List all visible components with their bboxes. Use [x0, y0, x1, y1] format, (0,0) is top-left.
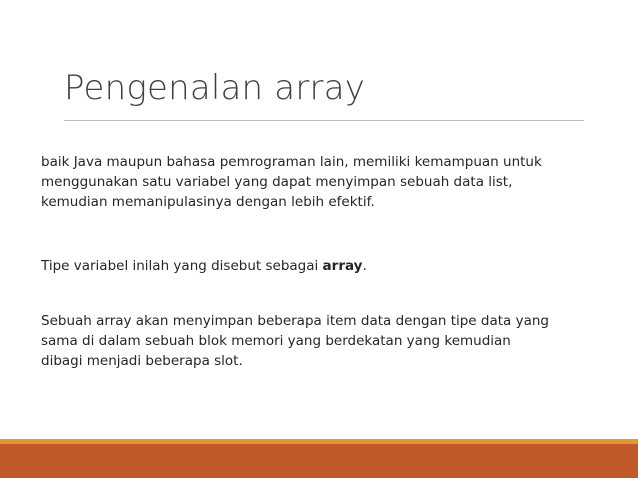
paragraph-intro: baik Java maupun bahasa pemrograman lain, memiliki kemampuan untuk menggunakan satu variabel yang dapat menyimpan sebuah data list, kemudian memanipulasinya dengan lebih efektif.: [41, 154, 542, 210]
definition-emphasis: array: [322, 258, 363, 274]
definition-suffix: .: [362, 258, 367, 274]
slide-title: Pengenalan array: [64, 68, 366, 108]
title-divider: [64, 120, 584, 121]
definition-prefix: Tipe variabel inilah yang disebut sebagai: [41, 258, 323, 274]
footer-band: [0, 444, 638, 478]
paragraph-explanation: Sebuah array akan menyimpan beberapa item data dengan tipe data yang sama di dalam sebuah blok memori yang berdekatan yang kemudian dibagi menjadi beberapa slot.: [41, 313, 549, 369]
paragraph-definition: [41, 256, 367, 276]
